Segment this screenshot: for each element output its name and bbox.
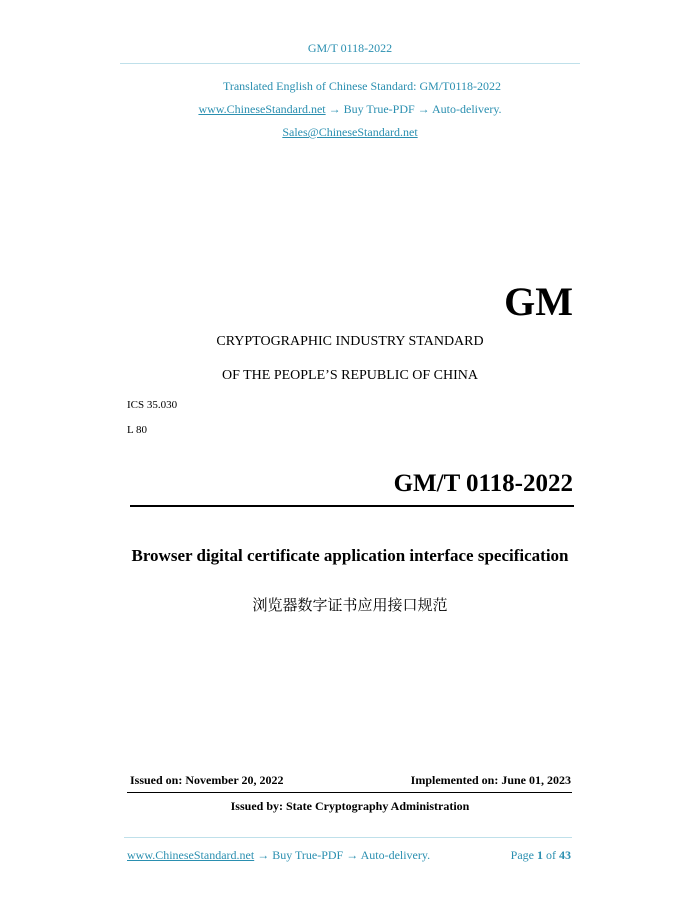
- country-line: OF THE PEOPLE’S REPUBLIC OF CHINA: [221, 368, 479, 383]
- chinese-title: 浏览器数字证书应用接口规范: [252, 596, 448, 614]
- dates-divider: [127, 792, 572, 793]
- purchase-line: [0, 102, 700, 117]
- standard-number-divider: [130, 505, 574, 507]
- gm-logo-text: GM: [504, 279, 573, 324]
- footer-divider: [124, 837, 572, 838]
- purchase-text: → Buy True-PDF → Auto-delivery.: [325, 102, 502, 116]
- ics-code: ICS 35.030: [127, 399, 178, 411]
- classification-code: L 80: [127, 424, 148, 436]
- page-indicator: [511, 848, 571, 863]
- page-current: 1: [537, 848, 543, 862]
- implemented-date: Implemented on: June 01, 2023: [410, 773, 571, 787]
- issued-date: Issued on: November 20, 2022: [130, 773, 284, 787]
- english-title: Browser digital certificate application interface specification: [131, 546, 569, 565]
- header-divider: [120, 63, 580, 64]
- industry-standard-line: CRYPTOGRAPHIC INDUSTRY STANDARD: [216, 334, 484, 349]
- email-link[interactable]: Sales@ChineseStandard.net: [282, 125, 418, 139]
- website-link[interactable]: www.ChineseStandard.net: [198, 102, 326, 116]
- issuing-authority: Issued by: State Cryptography Administration: [230, 799, 470, 813]
- email-line: [0, 125, 700, 140]
- footer-purchase-text: → Buy True-PDF → Auto-delivery.: [254, 848, 431, 862]
- footer-website-link[interactable]: www.ChineseStandard.net: [127, 848, 255, 862]
- page-of: of: [546, 848, 556, 862]
- footer-purchase-line: [127, 848, 430, 863]
- page-label: Page: [510, 848, 534, 862]
- running-header: GM/T 0118-2022: [307, 41, 393, 55]
- page-total: 43: [559, 848, 571, 862]
- standard-number: GM/T 0118-2022: [393, 470, 573, 497]
- translation-notice: Translated English of Chinese Standard: GM/T0118-2022: [222, 79, 502, 93]
